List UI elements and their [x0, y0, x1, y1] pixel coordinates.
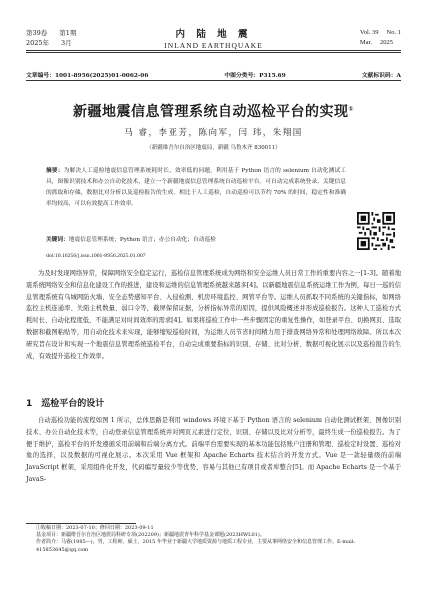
footnote-author: 作者简介：马睿(1985—)，男，工程师，硕士，2015 年毕业于新疆大学地质资源与地质工程专业，主要从事网络安全和信息管理工作。E-mail: 415853645@qq.com: [36, 539, 355, 553]
volume-cn: 第39卷: [26, 29, 48, 37]
header-rule-2: [26, 52, 401, 53]
abstract-text: 为解决人工巡检地震信息管理系统耗时长、效率低的问题，利用基于 Python 语言的 selenium 自动化测试工具，图像识别技术和办公自动化技术，建立一个新疆地震信息管理系统自动巡检平台。可自动完成系统登录、关键信息的抓取和存储，数据比对分析以及巡检报告的生成。相比于人工巡检，自动巡检可以节约 70% 的时间，稳定性和准确率均较高，可以有效提高工作效率。: [46, 168, 346, 207]
paper-title-text: 新疆地震信息管理系统自动巡检平台的实现: [72, 104, 349, 120]
design-paragraph: 自动巡检功能的流程如图 1 所示，总体思路是利用 windows 环境下基于 Python 语言的 selenium 自动化测试框架、图像识别技术、办公自动化技术等，自动登录信息管理系统并对网页元素进行定位、识别、存储以及比对分析等，最终生成一份巡检报告。为了便于维护，巡检平台的开发遵循采用前端和后端分离方式。前端平台需要实现的基本功能包括账户注册和管理、巡检定时设置、巡检对象的选择，以及数据的可视化展示。本次采用 Vue 框架和 Apache Echarts 技术结合的开发方式。Vue 是一款轻量级的前端 JavaScript 框架，采用组件化开发，代码编写量较少等优势，容易与其他已有项目或者库整合[5]。而 Apache Echarts 是一个基于 JavaS-: [26, 417, 401, 483]
affiliation: （新疆维吾尔自治区地震局，新疆 乌鲁木齐 830011）: [146, 145, 281, 151]
journal-name-cn: 内 陆 地 震: [175, 29, 252, 40]
month-en: Mar.: [359, 39, 372, 46]
doi: doi:10.16256/j.issn.1001-8956.2025.01.007: [46, 253, 146, 259]
footnote-rule: [26, 523, 136, 524]
header-rule: [26, 50, 401, 51]
issue-en: No. 1: [386, 29, 401, 36]
issue-cn: 第1期: [59, 29, 77, 37]
header-right: [360, 28, 401, 48]
article-number: 文章编号：1001-8956(2025)01-0062-06: [26, 73, 149, 79]
article-meta: [26, 70, 401, 79]
intro-paragraph: 为及时发现网络异常，保障网络安全稳定运行，巡检信息管理系统成为网络和安全运维人员日常工作的重要内容之一[1-3]。随着地震系统网络安全和信息化建设工作的推进，建设和运维的信息管理系统越来越多[4]。以新疆地震信息系统运维工作为例，每日一巡的信息管理系统有乌城网防火墙、安全态势感知平台、入侵检测、机房环境监控、网管平台等。运维人员抓取不同系统的关键指标，如网络监控主机连通率、失陷主机数量、弱口令等，截屏保留证据，分析指标异常的原因，提供风险概述并形成巡检报告。这种人工巡检方式耗时长、自动化程度低，不能满足对时间效率的需求[4]。如果将巡检工作中一些步骤固定的重复性操作，如登录平台、切换网页、选取数据和截图粘贴等，用自动化技术来实现，能够缩短巡检时间，为运维人员节省时间精力用于排查网络异常和处理网络故障。所以本次研究旨在设计和实现一个地震信息管理系统巡检平台，自动完成重要指标的识别、存储、比对分析、数据可视化展示以及巡检报告的生成，有效提升巡检工作效率。: [26, 270, 401, 360]
keywords-text: 地震信息管理系统；Python 语言；办公自动化；自动巡检: [68, 237, 216, 243]
keywords-label: 关键词：: [46, 237, 69, 243]
clc-number: 中图分类号：P315.69: [224, 73, 286, 79]
year-en: 2025: [379, 39, 393, 46]
footnote-fund: 基金项目：新疆维吾尔自治区地震局科研专项(202209)；新疆地震青年科学基金课题(2023HWL01)。: [36, 532, 265, 539]
authors: 马 睿，李亚芳，陈向军，闫 玮，朱翔国: [124, 128, 303, 138]
journal-name-en: INLAND EARTHQUAKE: [164, 41, 263, 50]
document-code: 文献标识码：A: [361, 73, 401, 79]
abstract-label: 摘要：: [46, 168, 64, 174]
meta-rule: [26, 80, 401, 81]
paper-title: [0, 101, 427, 121]
year-cn: 2025年: [26, 39, 50, 47]
volume-en: Vol. 39: [359, 29, 379, 36]
keywords: [46, 235, 346, 246]
footnote-received: ①收稿日期：2023-07-10；修回日期：2023-09-11: [36, 525, 154, 531]
abstract: [46, 166, 346, 210]
month-cn: 3月: [61, 39, 72, 47]
title-footnote-mark: ①: [348, 105, 355, 113]
footnote: [36, 525, 401, 554]
section-heading: 1 巡检平台的设计: [26, 399, 105, 409]
qr-code-icon: [357, 212, 395, 250]
